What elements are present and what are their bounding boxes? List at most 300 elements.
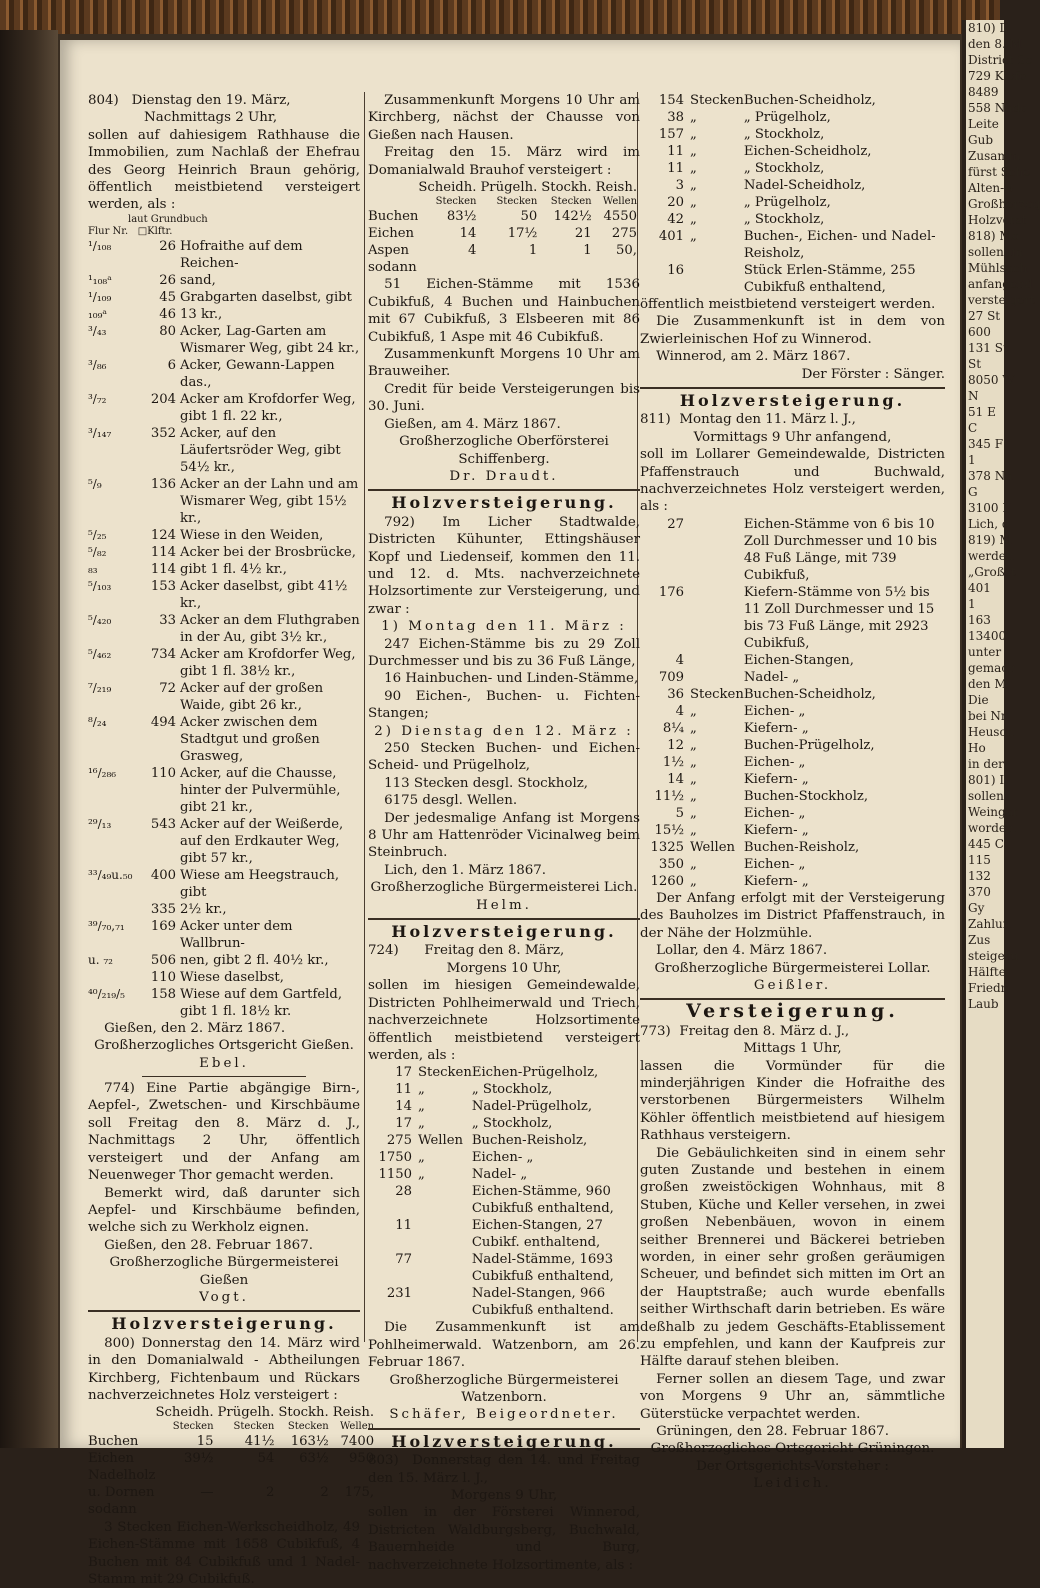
area-value: 335 bbox=[150, 901, 176, 917]
table-row bbox=[88, 867, 360, 901]
item-unit bbox=[418, 1217, 472, 1251]
table-row bbox=[88, 765, 360, 816]
table-unit-row bbox=[368, 196, 641, 208]
parcel-description: sand, bbox=[180, 272, 216, 288]
flur-number: ¹⁶/₂₈₆ bbox=[88, 765, 117, 780]
item-description: Buchen-Scheidholz, bbox=[743, 93, 876, 108]
flur-number: ₈₃ bbox=[88, 561, 98, 576]
table-row bbox=[88, 612, 360, 646]
ad-body: soll im Lollarer Gemeindewalde, Districten Pfaffenstrauch und Buchwald, nachverzeichnetes Holz versteigert werden, als : bbox=[640, 447, 945, 515]
next-page-fragment: 801) I bbox=[968, 773, 1005, 787]
list-item bbox=[640, 160, 945, 177]
ad-date: Freitag den 8. März, bbox=[424, 943, 565, 959]
item-description: Kiefern- „ bbox=[743, 771, 809, 787]
list-item bbox=[368, 1132, 640, 1149]
item-amount: 401 bbox=[658, 229, 684, 244]
list-item bbox=[640, 822, 945, 839]
item-unit: „ bbox=[690, 873, 697, 889]
next-page-fragment: 818) Mo bbox=[968, 229, 1019, 243]
list-item bbox=[640, 126, 945, 143]
next-page-fragment: 819) M bbox=[968, 533, 1012, 547]
list-item bbox=[640, 652, 945, 669]
next-page-fragment: versteigert bbox=[968, 293, 1035, 307]
item-unit bbox=[418, 1251, 472, 1285]
flur-number: ⁵/₁₀₃ bbox=[88, 578, 112, 593]
next-page-fragment: 445 C bbox=[968, 837, 1004, 851]
wood-type: u. Dornen bbox=[88, 1485, 155, 1501]
flur-number: ⁵/₄₂₀ bbox=[88, 612, 112, 627]
list-item bbox=[640, 177, 945, 194]
column-unit: Wellen bbox=[339, 1421, 375, 1433]
item-amount: 11 bbox=[395, 1082, 412, 1098]
table-cell: 142½ bbox=[553, 209, 592, 225]
item-amount: 27 bbox=[667, 516, 684, 532]
parcel-description: Hofraithe auf dem Reichen- bbox=[180, 238, 303, 271]
table-row bbox=[88, 1433, 378, 1450]
parcel-description: Wiese auf dem Gartfeld, gibt 1 fl. 18½ kr. bbox=[180, 986, 343, 1019]
item-unit: „ bbox=[690, 212, 697, 227]
ad-note: Der Anfang erfolgt mit der Versteigerung des Bauholzes im District Pfaffenstrauch, in der Nähe der Holzmühle. bbox=[640, 890, 945, 941]
ad-792 bbox=[368, 494, 640, 914]
table-row bbox=[88, 986, 360, 1020]
flur-number: ³/₈₆ bbox=[88, 357, 107, 372]
table-row bbox=[368, 225, 641, 242]
item-amount: 350 bbox=[658, 856, 684, 872]
ad-text: 51 Eichen-Stämme mit 1536 Cubikfuß, 4 Buchen und Hainbuchen mit 67 Cubikfuß, 3 Elsbeeren mit 86 Cubikfuß, 1 Aspe mit 46 Cubikfuß. bbox=[368, 277, 640, 345]
area-value: 124 bbox=[150, 527, 176, 543]
table-cell: 163½ bbox=[290, 1434, 329, 1450]
list-item bbox=[368, 1149, 640, 1166]
item-amount: 11 bbox=[395, 1218, 412, 1234]
item-amount: 15½ bbox=[654, 822, 684, 838]
item-unit bbox=[418, 1183, 472, 1217]
ad-text: öffentlich meistbietend versteigert werden. bbox=[640, 297, 936, 312]
wood-type: Buchen bbox=[368, 209, 419, 225]
area-value: 494 bbox=[150, 714, 176, 730]
item-description: Nadel-Stämme, 1693 Cubikfuß enthaltend, bbox=[471, 1252, 614, 1285]
list-item bbox=[640, 516, 945, 584]
divider bbox=[368, 918, 640, 920]
ad-date: Freitag den 8. März d. J., bbox=[679, 1023, 850, 1039]
item-unit bbox=[690, 584, 744, 652]
next-page-fragment: 51 E bbox=[968, 405, 996, 419]
ad-text: Ferner sollen an diesem Tage, und zwar von Morgens 9 Uhr an, sämmtliche Güterstücke verpachtet werden. bbox=[640, 1371, 945, 1422]
table-cell: 1 bbox=[528, 243, 538, 259]
next-page-fragment: Weingar bbox=[968, 805, 1019, 819]
table-row bbox=[88, 272, 360, 289]
ad-date-line: Lich, den 1. März 1867. bbox=[384, 862, 547, 878]
list-item bbox=[640, 873, 945, 890]
item-unit bbox=[690, 669, 744, 686]
column-header: □Klftr. bbox=[137, 225, 173, 237]
ad-body: sollen auf dahiesigem Rathhause die Immobilien, zum Nachlaß der Ehefrau des Georg Heinrich Braun gehörig, öffentlich meistbietend versteigert werden, als : bbox=[88, 127, 360, 213]
item-unit: „ bbox=[690, 127, 697, 142]
column-unit: Stecken bbox=[550, 196, 592, 208]
ad-org: Großherzogliche Bürgermeisterei Gießen bbox=[109, 1255, 339, 1288]
item-description: Eichen-Stämme, 960 Cubikfuß enthaltend, bbox=[471, 1184, 614, 1217]
column-header: Prügelh. bbox=[480, 180, 538, 196]
parcel-description: Acker daselbst, gibt 41½ kr., bbox=[180, 578, 348, 611]
item-list bbox=[368, 740, 640, 810]
ad-body: sollen im hiesigen Gemeindewalde, Districten Pohlheimerwald und Trieсh, nachverzeichnete Holzsortimente öffentlich meistbietend versteigert werden, als : bbox=[368, 978, 640, 1063]
table-cell: 39½ bbox=[183, 1451, 214, 1467]
flur-number bbox=[88, 901, 140, 918]
item-unit: „ bbox=[690, 161, 697, 176]
next-page-fragment: 600 bbox=[968, 325, 991, 339]
parcel-description: Wiese am Heegstrauch, gibt bbox=[180, 867, 340, 900]
next-page-fragment: fürst Sche bbox=[968, 165, 1031, 179]
table-cell bbox=[155, 1467, 217, 1484]
next-page-fragment: 370 bbox=[968, 885, 991, 899]
flur-number: ⁵/₈₂ bbox=[88, 544, 107, 559]
list-item bbox=[640, 669, 945, 686]
item-description: Buchen-Prügelholz, bbox=[743, 737, 875, 753]
flur-number: ⁷/₂₁₉ bbox=[88, 680, 112, 695]
item-description: Buchen-Reisholz, bbox=[471, 1133, 588, 1149]
list-item bbox=[640, 211, 945, 228]
flur-number: ³/₁₄₇ bbox=[88, 425, 112, 440]
next-page-fragment: 378 Na bbox=[968, 469, 1013, 483]
item-unit: „ bbox=[690, 178, 697, 193]
next-page-fragment: Leite bbox=[968, 117, 999, 131]
table-header-row bbox=[368, 179, 641, 196]
flur-number: u. ₇₂ bbox=[88, 952, 113, 967]
column-note: laut Grundbuch bbox=[128, 213, 208, 225]
item-amount: 12 bbox=[667, 737, 684, 753]
item-unit: „ bbox=[418, 1099, 425, 1115]
ad-org: Großherzogliche Bürgermeisterei Lollar. bbox=[654, 960, 931, 976]
area-value: 204 bbox=[150, 391, 176, 407]
item-list bbox=[640, 92, 945, 296]
list-item bbox=[640, 754, 945, 771]
table-row bbox=[88, 901, 360, 918]
flur-number: ¹₁₀₈ᵃ bbox=[88, 272, 112, 287]
item-unit: „ bbox=[418, 1150, 425, 1166]
table-row bbox=[88, 1467, 378, 1484]
next-page-fragment: steigeru bbox=[968, 949, 1019, 963]
table-row bbox=[88, 969, 360, 986]
item-amount: 709 bbox=[658, 669, 684, 685]
ad-signature: Vogt. bbox=[199, 1289, 249, 1305]
area-value: 45 bbox=[159, 289, 176, 305]
item-amount: 38 bbox=[667, 110, 684, 125]
table-row bbox=[88, 714, 360, 765]
table-cell bbox=[218, 1467, 279, 1484]
item-amount: 4 bbox=[675, 703, 684, 719]
item-unit: „ bbox=[690, 110, 697, 125]
next-page-fragment: Gub bbox=[968, 133, 993, 147]
ad-org: Großherzogliches Ortsgericht Gießen. bbox=[94, 1038, 354, 1054]
ad-signature: Der Förster : Sänger. bbox=[801, 366, 945, 382]
ad-774 bbox=[88, 1080, 360, 1306]
list-item bbox=[640, 805, 945, 822]
next-page-fragment: Laub bbox=[968, 997, 999, 1011]
next-page-fragment: den 8. M bbox=[968, 37, 1022, 51]
item-amount: 36 bbox=[667, 686, 684, 702]
ad-note: Der jedesmalige Anfang ist Morgens 8 Uhr am Hattenröder Vicinalweg beim Steinbruch. bbox=[368, 810, 640, 861]
list-item bbox=[640, 720, 945, 737]
list-item bbox=[640, 771, 945, 788]
ad-day: 2) Dienstag den 12. März : bbox=[374, 723, 634, 739]
ad-org: Großherzogliche Oberförsterei Schiffenberg. bbox=[399, 434, 609, 467]
next-page-fragment: bei Nr. bbox=[968, 709, 1010, 723]
area-value: 506 bbox=[150, 952, 176, 968]
next-page-fragment: St bbox=[968, 357, 982, 371]
next-page-fragment: Zahlun bbox=[968, 917, 1011, 931]
table-cell: 4 bbox=[468, 243, 477, 259]
table-cell: 50 bbox=[520, 209, 538, 225]
ad-803 bbox=[368, 1433, 640, 1574]
parcel-description: Acker am Krofdorfer Weg, gibt 1 fl. 38½ kr., bbox=[180, 646, 356, 679]
table-row bbox=[88, 1484, 378, 1501]
area-value: 400 bbox=[150, 867, 176, 883]
parcel-description: gibt 1 fl. 4½ kr., bbox=[180, 561, 287, 577]
ad-803-continued bbox=[640, 92, 945, 383]
flur-number: ₁₀₉ᵃ bbox=[88, 306, 108, 321]
item-amount: 11 bbox=[667, 144, 684, 159]
flur-number: ¹/₁₀₈ bbox=[88, 238, 112, 253]
item-amount: 1260 bbox=[650, 873, 684, 889]
ad-title: Holzversteigerung. bbox=[679, 391, 906, 411]
ad-title: Holzversteigerung. bbox=[391, 1431, 617, 1451]
area-value: 352 bbox=[150, 425, 176, 441]
item-list bbox=[368, 1064, 640, 1319]
divider bbox=[368, 1428, 640, 1430]
ad-signature: Helm. bbox=[476, 897, 532, 913]
flur-number bbox=[88, 969, 140, 986]
parcel-description: Acker, auf die Chausse, hinter der Pulvermühle, gibt 21 kr., bbox=[180, 765, 341, 815]
item-description: Eichen- „ bbox=[743, 703, 806, 719]
item-unit: „ bbox=[690, 195, 697, 210]
ad-text: Credit für beide Versteigerungen bis 30. Juni. bbox=[368, 381, 640, 415]
ad-signature: Leidich. bbox=[753, 1476, 832, 1492]
item-amount: 42 bbox=[667, 212, 684, 227]
next-page-fragment: werden bbox=[968, 549, 1014, 563]
item-description: Eichen-Stämme von 6 bis 10 Zoll Durchmesser und 10 bis 48 Fuß Länge, mit 739 Cubikfuß, bbox=[743, 516, 937, 583]
ad-signature: Ebel. bbox=[199, 1055, 249, 1071]
item-unit: „ bbox=[418, 1116, 425, 1132]
next-page-fragment: Zusamm bbox=[968, 149, 1021, 163]
list-item: 113 Stecken desgl. Stockholz, bbox=[384, 775, 589, 791]
divider bbox=[88, 1310, 360, 1312]
ad-org: Großherzogliche Bürgermeisterei Lich. bbox=[370, 880, 638, 896]
next-page-fragment: 729 Kiefe bbox=[968, 69, 1027, 83]
table-cell: 4550 bbox=[603, 209, 638, 225]
flur-number: ²⁹/₁₃ bbox=[88, 816, 112, 831]
ad-org: Großherzogliches Ortsgericht Grüningen. bbox=[650, 1441, 935, 1457]
table-cell: 15 bbox=[196, 1434, 214, 1450]
wood-type: Eichen bbox=[88, 1451, 135, 1467]
ad-day: 1) Montag den 11. März : bbox=[381, 619, 627, 635]
ad-text: Die Gebäulichkeiten sind in einem sehr guten Zustande und bestehen in einem großen zweistöckigen Wohnhaus, mit 8 Stuben, Küche und Keller versehen, in zwei großen Nebenbäuen, wovon in einem seither Brennerei und Bäckerei betrieben worden, in einer sehr großen geräumigen Scheuer, und befindet sich mitten im Ort an der Hauptstraße; auch wurde ebenfalls seither Wirthschaft darin betrieben. Es wäre deßhalb zu jedem Geschäfts-Etablissement zu empfehlen, und kann der Kaufpreis zur Hälfte darauf stehen bleiben. bbox=[640, 1145, 945, 1370]
table-row bbox=[88, 680, 360, 714]
next-page-fragment: 163 bbox=[968, 613, 991, 627]
item-amount: 1325 bbox=[650, 839, 684, 855]
ad-text: Freitag den 15. März wird im Domanialwald Brauhof versteigert : bbox=[368, 145, 640, 178]
item-unit bbox=[690, 262, 744, 296]
ad-800-continued bbox=[368, 92, 640, 485]
ad-text: 3 Stecken Eichen-Werkscheidholz, 49 Eichen-Stämme mit 1658 Cubikfuß, 4 Buchen mit 84 Cubikfuß und 1 Nadel-Stamm mit 29 Cubikfuß. bbox=[88, 1519, 360, 1587]
table-row bbox=[88, 816, 360, 867]
ad-time: Nachmittags 2 Uhr, bbox=[144, 110, 278, 126]
list-item bbox=[640, 856, 945, 873]
ad-number: 804) bbox=[88, 93, 119, 108]
ad-body: 800) Donnerstag den 14. März wird in den Domanialwald - Abtheilungen Kirchberg, Fichtenbaum und Rückars nachverzeichnetes Holz versteigert : bbox=[88, 1335, 360, 1403]
column-unit: Stecken bbox=[172, 1421, 214, 1433]
column-unit: Stecken bbox=[287, 1421, 329, 1433]
item-description: Buchen-Reisholz, bbox=[743, 839, 860, 855]
list-item bbox=[368, 1166, 640, 1183]
table-cell: 21 bbox=[574, 226, 592, 242]
ad-body: 774) Eine Partie abgängige Birn-, Aepfel-, Zwetschen- und Kirschbäume soll Freitag den 8. März d. J., Nachmittags 2 Uhr, öffentlich versteigert und der Anfang am Neuenweger Thor gemacht werden. bbox=[88, 1081, 360, 1184]
item-amount: 275 bbox=[386, 1133, 412, 1149]
item-description: „ Prügelholz, bbox=[743, 195, 831, 210]
next-page-fragment: 8050 W bbox=[968, 373, 1015, 387]
next-page-fragment: C bbox=[968, 421, 978, 435]
divider bbox=[142, 1076, 305, 1077]
table-row bbox=[88, 952, 360, 969]
ad-body: sollen in der Försterei Winnerod, Districten Waldburgsberg, Buchwald, Bauernheide und Burg, nachverzeichnete Holzsortimente, als : bbox=[368, 1505, 640, 1573]
column-unit: Stecken bbox=[233, 1421, 275, 1433]
table-cell bbox=[278, 1467, 332, 1484]
wood-type: Eichen bbox=[368, 226, 415, 242]
ad-role: Der Ortsgerichts-Vorsteher : bbox=[696, 1458, 889, 1474]
item-unit: „ bbox=[690, 856, 697, 872]
list-item bbox=[368, 1183, 640, 1217]
item-amount: 176 bbox=[658, 584, 684, 600]
table-row bbox=[368, 242, 641, 259]
ad-date-line: Winnerod, am 2. März 1867. bbox=[656, 349, 851, 365]
table-cell: 63½ bbox=[299, 1451, 329, 1467]
ad-date-line: Gießen, den 2. März 1867. bbox=[104, 1020, 286, 1036]
item-amount: 77 bbox=[395, 1252, 412, 1268]
column-header: Reish. bbox=[595, 180, 638, 196]
next-page-fragment: 1 bbox=[968, 597, 976, 611]
table-cell: 275 bbox=[611, 226, 638, 242]
item-unit: „ bbox=[690, 703, 697, 719]
table-row bbox=[88, 918, 360, 952]
list-item bbox=[640, 143, 945, 160]
ad-date-line: Lollar, den 4. März 1867. bbox=[656, 943, 828, 959]
item-amount: 4 bbox=[675, 652, 684, 668]
item-unit bbox=[690, 652, 744, 669]
next-page-fragment: Zus bbox=[968, 933, 991, 947]
ad-note: Bemerkt wird, daß darunter sich Aepfel- und Kirschbäume befinden, welche sich zu Werkholz eignen. bbox=[88, 1185, 360, 1236]
item-unit: „ bbox=[418, 1082, 425, 1098]
item-unit: „ bbox=[690, 805, 697, 821]
left-page-edge bbox=[0, 30, 58, 1448]
ad-number: 724) bbox=[368, 943, 399, 959]
list-item: 90 Eichen-, Buchen- u. Fichten-Stangen; bbox=[368, 688, 640, 722]
parcel-description: Wiese in den Weiden, bbox=[180, 527, 324, 543]
table-row bbox=[88, 238, 360, 272]
column-3 bbox=[640, 92, 945, 1493]
parcel-description: Wiese daselbst, bbox=[180, 969, 284, 985]
flur-number: ⁵/₂₅ bbox=[88, 527, 107, 542]
table-cell: — bbox=[200, 1485, 214, 1501]
next-page-fragment: 3100 F bbox=[968, 501, 1011, 515]
item-description: Kiefern-Stämme von 5½ bis 11 Zoll Durchmesser und 15 bis 73 Fuß Länge, mit 2923 Cubikfuß, bbox=[743, 584, 935, 651]
area-value: 169 bbox=[150, 918, 176, 934]
list-item bbox=[640, 839, 945, 856]
next-page-fragment: Gy bbox=[968, 901, 985, 915]
parcel-description: Acker am Krofdorfer Weg, gibt 1 fl. 22 kr., bbox=[180, 391, 356, 424]
ad-date-line: Gießen, am 4. März 1867. bbox=[384, 416, 561, 432]
item-unit bbox=[690, 516, 744, 584]
item-description: Eichen- „ bbox=[743, 754, 806, 770]
next-page-fragment: N bbox=[968, 389, 979, 403]
ad-title: Holzversteigerung. bbox=[111, 1314, 337, 1334]
list-item: 247 Eichen-Stämme bis zu 29 Zoll Durchmesser und bis zu 36 Fuß Länge, bbox=[368, 636, 640, 669]
item-description: Eichen-Prügelholz, bbox=[471, 1065, 599, 1081]
parcel-description: Acker auf der Weißerde, auf den Erdkauter Weg, gibt 57 kr., bbox=[180, 816, 344, 866]
next-page-fragment: Ho bbox=[968, 741, 986, 755]
next-page-fragment: 13400 bbox=[968, 629, 1007, 643]
table-cell: 2 bbox=[265, 1485, 275, 1501]
column-1 bbox=[88, 92, 375, 1588]
next-page-fragment: sollen im bbox=[968, 245, 1023, 259]
parcel-description: 13 kr., bbox=[180, 306, 223, 322]
area-value: 734 bbox=[150, 646, 176, 662]
area-value: 33 bbox=[159, 612, 176, 628]
column-header bbox=[88, 1404, 155, 1421]
ad-date-line: Gießen, den 28. Februar 1867. bbox=[104, 1237, 313, 1253]
list-item: 250 Stecken Buchen- und Eichen-Scheid- und Prügelholz, bbox=[368, 741, 640, 774]
ad-date: Montag den 11. März l. J., bbox=[679, 412, 856, 428]
table-row bbox=[88, 425, 360, 476]
item-amount: 11 bbox=[667, 161, 684, 176]
next-page-fragment: 115 bbox=[968, 853, 991, 867]
next-page-sliver bbox=[962, 20, 1040, 1448]
list-item: 16 Hainbuchen- und Linden-Stämme, bbox=[384, 671, 639, 687]
flur-number: ³³/₄₉u.₅₀ bbox=[88, 867, 133, 882]
parcel-description: Grabgarten daselbst, gibt bbox=[180, 289, 352, 305]
item-unit: „ bbox=[418, 1167, 425, 1183]
table-cell: 83½ bbox=[446, 209, 477, 225]
item-amount: 1750 bbox=[378, 1150, 412, 1166]
table-cell: 1 bbox=[583, 243, 592, 259]
column-header: Stockh. bbox=[278, 1405, 329, 1421]
next-page-fragment: 131 St bbox=[968, 341, 1008, 355]
wood-type: Nadelholz bbox=[88, 1468, 156, 1484]
item-amount: 17 bbox=[395, 1116, 412, 1132]
item-description: Buchen-, Eichen- und Nadel-Reisholz, bbox=[743, 229, 936, 261]
ad-text: Zusammenkunft Morgens 10 Uhr am Kirchberg, nächst der Chausse von Gießen nach Hausen. bbox=[368, 93, 640, 143]
next-page-fragment: Die bbox=[968, 693, 989, 707]
list-item: 6175 desgl. Wellen. bbox=[384, 793, 518, 809]
list-item bbox=[368, 1064, 640, 1081]
area-value: 136 bbox=[150, 476, 176, 492]
area-value: 110 bbox=[150, 765, 176, 781]
item-description: „ Stockholz, bbox=[743, 161, 825, 176]
divider bbox=[368, 489, 640, 491]
item-description: Eichen-Stangen, bbox=[743, 652, 854, 668]
wood-table bbox=[88, 1404, 378, 1501]
list-item bbox=[368, 1115, 640, 1132]
table-row bbox=[88, 391, 360, 425]
table-row bbox=[88, 306, 360, 323]
next-page-fragment: Lich, d bbox=[968, 517, 1010, 531]
table-row bbox=[88, 289, 360, 306]
next-page-fragment: gemach bbox=[968, 661, 1016, 675]
list-item bbox=[640, 788, 945, 805]
item-unit: „ bbox=[690, 788, 697, 804]
list-item bbox=[640, 109, 945, 126]
item-amount: 8¼ bbox=[662, 720, 684, 736]
area-value: 72 bbox=[159, 680, 176, 696]
ad-title: Holzversteigerung. bbox=[391, 493, 617, 513]
item-description: Eichen- „ bbox=[743, 856, 806, 872]
